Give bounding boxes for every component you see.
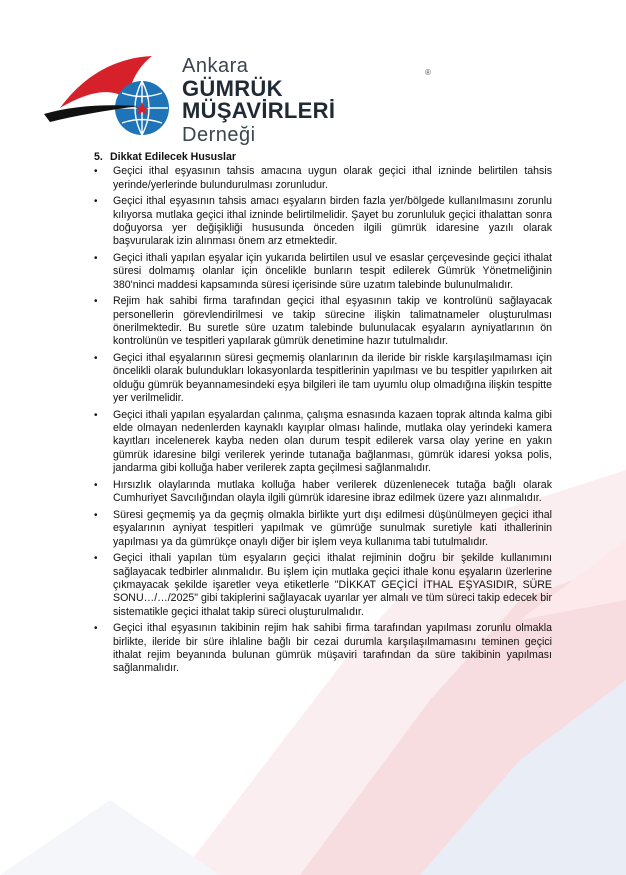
bullet-icon: • bbox=[94, 623, 98, 635]
list-item-text: Geçici ithal eşyasının takibinin rejim hak sahibi firma tarafından yapılması zorunlu olmakla birlikte, ileride bir süre ihlaline bağlı bir cezai durumla karşılaşılmamasını teminen geçici ithalat rejim beyanında bulunan gümrük müşaviri tarafından da süre takibinin yapılması sağlanmalıdır. bbox=[113, 622, 552, 675]
logo-line-ankara: Ankara bbox=[182, 55, 249, 77]
section-title: Dikkat Edilecek Hususlar bbox=[110, 151, 237, 163]
section-content bbox=[94, 151, 552, 679]
list-item bbox=[94, 195, 552, 248]
list-item bbox=[94, 479, 552, 506]
list-item-text: Geçici ithal eşyasının tahsis amacı eşyaların birden fazla yer/bölgede kullanılmasını zorunlu kılıyorsa mutlaka geçici ithal izninde belirtilmelidir. Şayet bu zorunluluk geçici ithalattan sonra doğuyorsa yer değişikliği hususunda önceden ilgili gümrük idaresine yazılı olarak başvurularak izin alınması önem arz etmektedir. bbox=[113, 195, 552, 248]
list-item-text: Geçici ithal eşyalarının süresi geçmemiş olanlarının da ileride bir riskle karşılaşılmaması için öncelikli olarak bulundukları lokasyonlarda tespitlerinin yapılması ve bu tespitler yapılırken ait olduğu gümrük beyannamesindeki eşya bilgileri ile tam uyumlu olup olmadığına ilişkin tespitte yer verilmelidir. bbox=[113, 352, 552, 405]
list-item bbox=[94, 252, 552, 292]
list-item bbox=[94, 352, 552, 405]
bullet-icon: • bbox=[94, 253, 98, 265]
bullet-icon: • bbox=[94, 166, 98, 178]
list-item bbox=[94, 509, 552, 549]
bullet-icon: • bbox=[94, 509, 98, 521]
bullet-list bbox=[94, 165, 552, 675]
registered-mark: ® bbox=[425, 68, 431, 77]
list-item bbox=[94, 552, 552, 618]
logo-line-gumruk: GÜMRÜK MÜŞAVİRLERİ bbox=[182, 76, 336, 123]
list-item-text: Geçici ithali yapılan eşyalardan çalınma, çalışma esnasında kazaen toprak altında kalma gibi elde olmayan nedenlerden kaynaklı kayıplar olması halinde, mutlaka olay yerindeki kamera kayıtları incelenerek kayba neden olan durum tespit edilerek varsa olay yerine en yakın gümrük idaresine bilgi verilerek yerinde tutanağa bağlanması, gümrük idaresi yoksa polis, jandarma gibi kolluğa haber verilerek zapta geçilmesi sağlanmalıdır. bbox=[113, 408, 552, 475]
list-item-text: Rejim hak sahibi firma tarafından geçici ithal eşyasının takip ve kontrolünü sağlayacak personellerin görevlendirilmesi ve takip sürecine ilişkin talimatnameler oluşturulması önerilmektedir. Bu suretle süre uzatım talebinde bulunulacak eşyaların ayniyatlarının ön kontrolünün ve tespitleri yapılarak gümrük denetimine hazır tutulmalıdır. bbox=[113, 295, 552, 348]
logo-emblem-icon bbox=[42, 48, 172, 140]
bullet-icon: • bbox=[94, 353, 98, 365]
list-item-text: Geçici ithal eşyasının tahsis amacına uygun olarak geçici ithal izninde belirtilen tahsis yerinde/yerlerinde bulundurulması zorunludur. bbox=[113, 165, 552, 191]
list-item-text: Süresi geçmemiş ya da geçmiş olmakla birlikte yurt dışı edilmesi düşünülmeyen geçici ithal eşyalarının ayniyat tespitleri yapılmak ve gümrüğe sunulmak suretiyle kati ithallerinin yapılması ya da gümrükçe onaylı diğer bir işlem veya kullanıma tabi tutulmalıdır. bbox=[113, 508, 552, 548]
section-number: 5. bbox=[94, 151, 103, 163]
logo-line-dernegi: Derneği bbox=[182, 124, 256, 146]
logo-wordmark bbox=[182, 56, 442, 145]
list-item bbox=[94, 165, 552, 192]
bullet-icon: • bbox=[94, 479, 98, 491]
bullet-icon: • bbox=[94, 296, 98, 308]
list-item bbox=[94, 622, 552, 675]
bullet-icon: • bbox=[94, 553, 98, 565]
bullet-icon: • bbox=[94, 196, 98, 208]
bullet-icon: • bbox=[94, 409, 98, 421]
list-item-text: Geçici ithali yapılan tüm eşyaların geçici ithalat rejiminin doğru bir şekilde kullanımını sağlayacak tedbirler alınmalıdır. Bu işlem için mutlaka geçici ithale konu eşyaların üzerlerine çıkmayacak şekilde işaretler veya etiketlerle "DİKKAT GEÇİCİ İTHAL EŞYASIDIR, SÜRE SONU…/…/2025" gibi takiplerini sağlayacak uyarılar yer almalı ve tüm süreci takip edecek bir sistematikle geçici ithalat takip süreci oluşturulmalıdır. bbox=[113, 552, 552, 618]
association-logo bbox=[42, 48, 442, 146]
list-item bbox=[94, 295, 552, 348]
section-heading bbox=[94, 151, 552, 164]
list-item-text: Hırsızlık olaylarında mutlaka kolluğa haber verilerek düzenlenecek tutağa bağlı olarak Cumhuriyet Savcılığından olayla ilgili gümrük idaresine ibraz edilmek üzere yazı alınmalıdır. bbox=[113, 478, 552, 505]
list-item bbox=[94, 409, 552, 475]
list-item-text: Geçici ithali yapılan eşyalar için yukarıda belirtilen usul ve esaslar çerçevesinde geçici ithalat süresi dolmamış olanlar için öncelikle bunların tespit edilerek Gümrük Yönetmeliğinin 380'ninci maddesi kapsamında süresi içerisinde süre uzatım talebinde bulunulmalıdır. bbox=[113, 252, 552, 291]
